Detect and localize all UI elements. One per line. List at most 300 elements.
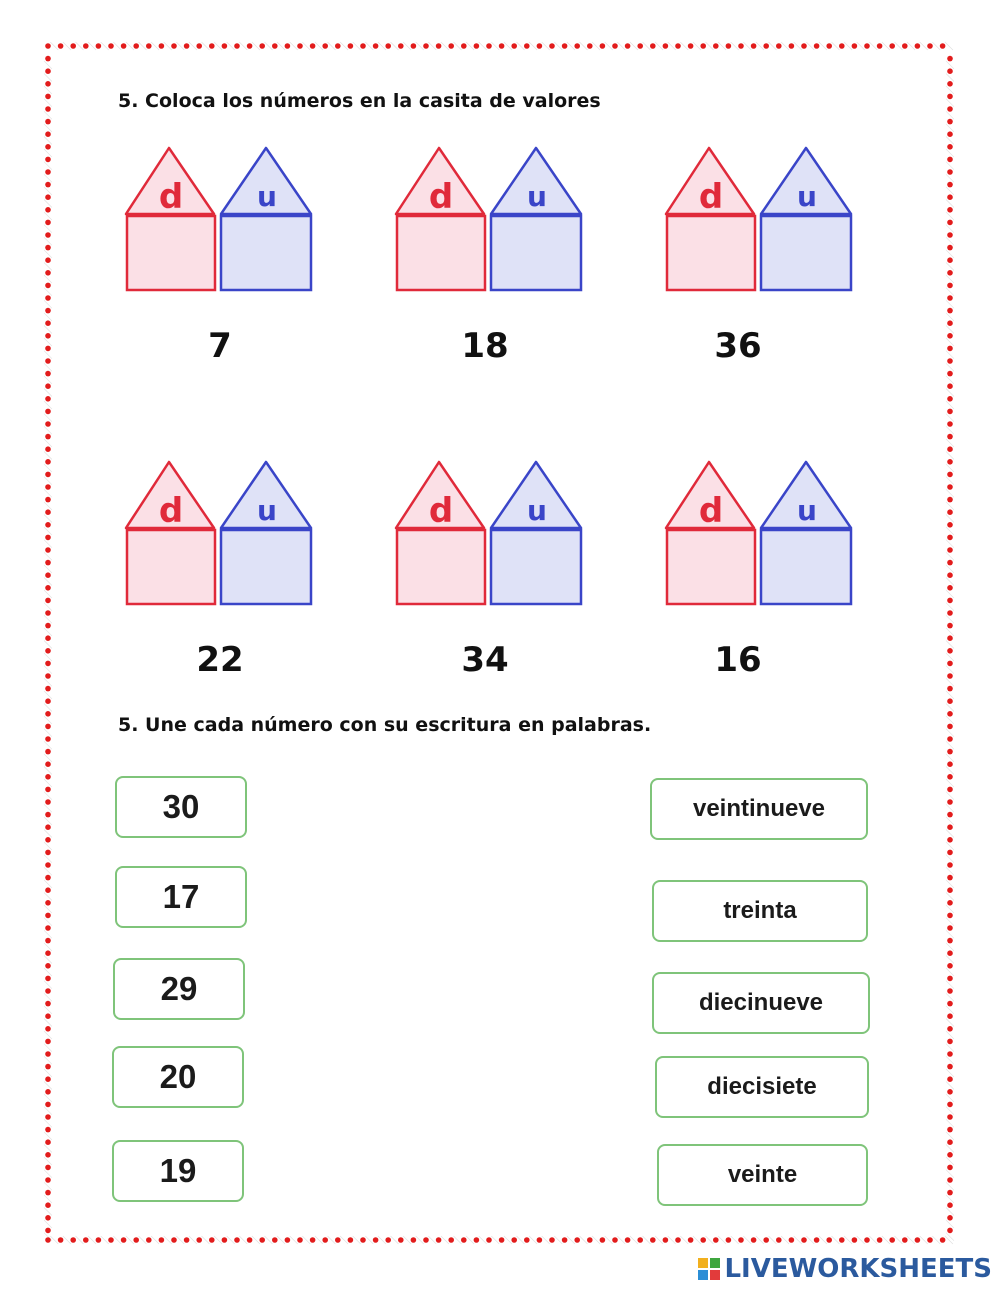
border-dot [499, 1237, 505, 1243]
border-dot [675, 43, 681, 49]
border-dot [947, 862, 953, 868]
border-dot [947, 295, 953, 301]
border-dot [947, 169, 953, 175]
border-hatch-line [441, 42, 449, 50]
border-dot [947, 1013, 953, 1019]
border-dot [45, 81, 51, 87]
border-hatch-line [781, 1236, 789, 1244]
border-hatch-line [252, 1236, 260, 1244]
border-dot [222, 43, 228, 49]
border-dot [947, 661, 953, 667]
border-hatch-line [655, 1236, 663, 1244]
border-dot [45, 295, 51, 301]
house-number-5: 34 [461, 640, 509, 680]
border-hatch-line [101, 42, 109, 50]
border-dot [398, 1237, 404, 1243]
border-dot [45, 56, 51, 62]
border-hatch-line [252, 42, 260, 50]
border-dot [947, 635, 953, 641]
border-dot [947, 358, 953, 364]
border-hatch-line [391, 42, 399, 50]
border-hatch-line [44, 1031, 52, 1039]
match-word-box[interactable]: diecisiete [655, 1056, 869, 1118]
liveworksheets-logo-mark-icon [698, 1258, 720, 1280]
border-dot [700, 43, 706, 49]
border-hatch-line [643, 42, 651, 50]
border-hatch-line [44, 376, 52, 384]
border-hatch-line [44, 653, 52, 661]
border-hatch-line [340, 42, 348, 50]
border-dot [45, 434, 51, 440]
border-hatch-line [946, 1044, 954, 1052]
border-dot [45, 623, 51, 629]
border-dot [285, 1237, 291, 1243]
border-hatch-line [945, 42, 953, 50]
border-dot [121, 43, 127, 49]
border-dot [663, 1237, 669, 1243]
border-dot [45, 1202, 51, 1208]
border-hatch-line [693, 1236, 701, 1244]
border-dot [360, 1237, 366, 1243]
border-dot [947, 976, 953, 982]
border-dot [864, 43, 870, 49]
border-dot [947, 711, 953, 717]
border-dot [947, 68, 953, 74]
border-hatch-line [44, 968, 52, 976]
border-hatch-line [44, 691, 52, 699]
border-dot [947, 572, 953, 578]
border-hatch-line [44, 1220, 52, 1228]
border-dot [159, 43, 165, 49]
border-dot [947, 900, 953, 906]
border-hatch-line [44, 326, 52, 334]
border-dot [612, 1237, 618, 1243]
border-hatch-line [214, 1236, 222, 1244]
match-number-box[interactable]: 30 [115, 776, 247, 838]
match-word-box[interactable]: veinte [657, 1144, 868, 1206]
border-hatch-line [946, 439, 954, 447]
border-hatch-line [946, 767, 954, 775]
border-dot [587, 1237, 593, 1243]
border-hatch-line [44, 439, 52, 447]
border-dot [45, 1228, 51, 1234]
border-hatch-line [491, 1236, 499, 1244]
border-hatch-line [946, 893, 954, 901]
border-dot [625, 1237, 631, 1243]
border-hatch-line [946, 124, 954, 132]
border-dot [45, 547, 51, 553]
house-number-4: 22 [196, 640, 244, 680]
border-dot [348, 1237, 354, 1243]
border-dot [45, 1089, 51, 1095]
border-hatch-line [44, 389, 52, 397]
border-dot [45, 1165, 51, 1171]
border-hatch-line [882, 1236, 890, 1244]
border-hatch-line [731, 42, 739, 50]
border-hatch-line [265, 1236, 273, 1244]
border-hatch-line [946, 842, 954, 850]
border-hatch-line [365, 42, 373, 50]
border-dot [947, 1177, 953, 1183]
border-hatch-line [176, 42, 184, 50]
border-hatch-line [946, 263, 954, 271]
border-hatch-line [857, 1236, 865, 1244]
border-dot [776, 43, 782, 49]
border-dot [839, 1237, 845, 1243]
border-hatch-line [946, 993, 954, 1001]
border-hatch-line [44, 817, 52, 825]
units-column-box [761, 216, 851, 290]
border-hatch-line [44, 1006, 52, 1014]
border-dot [549, 1237, 555, 1243]
border-dot [45, 1190, 51, 1196]
border-hatch-line [946, 225, 954, 233]
border-hatch-line [529, 42, 537, 50]
border-dot [45, 1237, 51, 1243]
border-hatch-line [44, 452, 52, 460]
match-word-box[interactable]: treinta [652, 880, 868, 942]
border-dot [947, 938, 953, 944]
border-dot [45, 1102, 51, 1108]
border-hatch-line [403, 1236, 411, 1244]
tens-label: d [698, 491, 724, 531]
border-dot [947, 547, 953, 553]
border-hatch-line [946, 187, 954, 195]
border-hatch-line [277, 42, 285, 50]
border-dot [45, 232, 51, 238]
border-dot [45, 824, 51, 830]
border-hatch-line [946, 401, 954, 409]
border-dot [45, 585, 51, 591]
border-dot [385, 1237, 391, 1243]
border-hatch-line [580, 1236, 588, 1244]
border-hatch-line [44, 225, 52, 233]
border-dot [947, 1202, 953, 1208]
border-dot [947, 182, 953, 188]
border-dot [310, 43, 316, 49]
border-hatch-line [946, 792, 954, 800]
border-hatch-line [428, 42, 436, 50]
border-dot [45, 484, 51, 490]
border-dot [133, 1237, 139, 1243]
border-dot [947, 774, 953, 780]
border-dot [947, 1089, 953, 1095]
border-dot [600, 43, 606, 49]
border-dot [801, 1237, 807, 1243]
border-hatch-line [441, 1236, 449, 1244]
border-dot [574, 1237, 580, 1243]
border-dot [448, 43, 454, 49]
border-hatch-line [580, 42, 588, 50]
border-dot [45, 1114, 51, 1120]
border-dot [947, 535, 953, 541]
border-dot [947, 837, 953, 843]
match-number-box[interactable]: 17 [115, 866, 247, 928]
border-hatch-line [832, 1236, 840, 1244]
border-dot [45, 686, 51, 692]
border-dot [247, 43, 253, 49]
border-hatch-line [946, 1119, 954, 1127]
border-dot [45, 182, 51, 188]
border-dot [947, 106, 953, 112]
border-dot [562, 1237, 568, 1243]
border-hatch-line [227, 1236, 235, 1244]
border-dot [45, 925, 51, 931]
border-hatch-line [946, 1006, 954, 1014]
border-hatch-line [946, 565, 954, 573]
border-dot [947, 1064, 953, 1070]
border-dot [58, 43, 64, 49]
units-column-box [491, 530, 581, 604]
border-dot [947, 434, 953, 440]
border-hatch-line [932, 1236, 940, 1244]
border-dot [947, 925, 953, 931]
border-dot [171, 1237, 177, 1243]
match-word-box[interactable]: diecinueve [652, 972, 870, 1034]
border-dot [423, 1237, 429, 1243]
border-hatch-line [44, 200, 52, 208]
border-hatch-line [946, 212, 954, 220]
border-hatch-line [44, 628, 52, 636]
border-dot [947, 1102, 953, 1108]
border-dot [285, 43, 291, 49]
border-dot [947, 761, 953, 767]
border-hatch-line [378, 42, 386, 50]
border-dot [45, 1013, 51, 1019]
border-hatch-line [164, 42, 172, 50]
border-hatch-line [946, 956, 954, 964]
border-hatch-line [416, 1236, 424, 1244]
border-hatch-line [946, 275, 954, 283]
border-dot [738, 1237, 744, 1243]
border-hatch-line [44, 313, 52, 321]
border-hatch-line [946, 1132, 954, 1140]
border-hatch-line [44, 729, 52, 737]
border-hatch-line [50, 42, 58, 50]
border-dot [947, 232, 953, 238]
border-hatch-line [946, 704, 954, 712]
border-hatch-line [63, 42, 71, 50]
border-hatch-line [895, 42, 903, 50]
border-hatch-line [946, 111, 954, 119]
border-dot [947, 56, 953, 62]
border-dot [322, 43, 328, 49]
border-dot [45, 94, 51, 100]
border-dot [947, 119, 953, 125]
border-dot [272, 43, 278, 49]
border-hatch-line [946, 880, 954, 888]
border-dot [947, 207, 953, 213]
border-hatch-line [567, 1236, 575, 1244]
border-hatch-line [44, 578, 52, 586]
border-dot [947, 1114, 953, 1120]
border-hatch-line [946, 1182, 954, 1190]
border-hatch-line [44, 477, 52, 485]
border-dot [947, 497, 953, 503]
border-dot [45, 220, 51, 226]
border-hatch-line [946, 691, 954, 699]
border-hatch-line [479, 1236, 487, 1244]
border-dot [45, 976, 51, 982]
units-label: u [527, 494, 547, 527]
border-hatch-line [794, 42, 802, 50]
border-hatch-line [592, 1236, 600, 1244]
place-value-house-3 [664, 146, 854, 296]
tens-label: d [428, 177, 454, 217]
border-hatch-line [479, 42, 487, 50]
border-dot [45, 346, 51, 352]
border-dot [45, 522, 51, 528]
border-dot [947, 1001, 953, 1007]
match-word-box[interactable]: veintinueve [650, 778, 868, 840]
border-dot [537, 1237, 543, 1243]
border-hatch-line [946, 527, 954, 535]
border-hatch-line [946, 716, 954, 724]
border-hatch-line [44, 149, 52, 157]
border-hatch-line [44, 804, 52, 812]
border-dot [902, 43, 908, 49]
border-dot [947, 409, 953, 415]
border-dot [947, 875, 953, 881]
match-number-box[interactable]: 29 [113, 958, 245, 1020]
border-dot [146, 1237, 152, 1243]
border-dot [947, 270, 953, 276]
border-dot [947, 648, 953, 654]
border-dot [814, 43, 820, 49]
place-value-house-2 [394, 146, 584, 296]
border-dot [108, 1237, 114, 1243]
border-hatch-line [542, 42, 550, 50]
border-hatch-line [491, 42, 499, 50]
border-dot [45, 950, 51, 956]
border-dot [947, 749, 953, 755]
border-hatch-line [819, 1236, 827, 1244]
border-hatch-line [189, 42, 197, 50]
border-hatch-line [315, 42, 323, 50]
border-hatch-line [946, 414, 954, 422]
border-dot [789, 43, 795, 49]
border-dot [688, 1237, 694, 1243]
border-dot [83, 1237, 89, 1243]
border-dot [612, 43, 618, 49]
border-dot [947, 1228, 953, 1234]
border-hatch-line [44, 1208, 52, 1216]
border-hatch-line [946, 1145, 954, 1153]
border-hatch-line [315, 1236, 323, 1244]
border-dot [171, 43, 177, 49]
border-hatch-line [44, 237, 52, 245]
border-dot [524, 43, 530, 49]
border-hatch-line [139, 42, 147, 50]
border-hatch-line [946, 61, 954, 69]
border-hatch-line [946, 288, 954, 296]
house-number-3: 36 [714, 326, 762, 366]
border-hatch-line [946, 981, 954, 989]
border-hatch-line [769, 1236, 777, 1244]
border-hatch-line [946, 489, 954, 497]
border-dot [947, 320, 953, 326]
border-hatch-line [946, 426, 954, 434]
border-hatch-line [44, 99, 52, 107]
border-hatch-line [202, 1236, 210, 1244]
border-hatch-line [44, 905, 52, 913]
border-hatch-line [365, 1236, 373, 1244]
border-hatch-line [946, 1233, 954, 1241]
border-hatch-line [743, 42, 751, 50]
border-dot [763, 1237, 769, 1243]
border-dot [947, 1127, 953, 1133]
border-hatch-line [946, 1069, 954, 1077]
border-dot [436, 1237, 442, 1243]
border-hatch-line [44, 174, 52, 182]
border-hatch-line [139, 1236, 147, 1244]
border-hatch-line [630, 42, 638, 50]
border-hatch-line [44, 1019, 52, 1027]
border-dot [562, 43, 568, 49]
border-dot [915, 43, 921, 49]
border-hatch-line [946, 540, 954, 548]
border-hatch-line [946, 804, 954, 812]
units-label: u [257, 494, 277, 527]
border-hatch-line [680, 1236, 688, 1244]
border-hatch-line [44, 615, 52, 623]
match-number-box[interactable]: 20 [112, 1046, 244, 1108]
border-dot [947, 598, 953, 604]
border-hatch-line [44, 590, 52, 598]
border-dot [947, 623, 953, 629]
border-hatch-line [302, 42, 310, 50]
border-dot [335, 1237, 341, 1243]
border-dot [45, 333, 51, 339]
border-dot [70, 1237, 76, 1243]
border-dot [650, 1237, 656, 1243]
border-hatch-line [946, 918, 954, 926]
border-dot [751, 1237, 757, 1243]
border-hatch-line [44, 426, 52, 434]
border-dot [852, 43, 858, 49]
place-value-house-4 [124, 460, 314, 610]
border-dot [947, 144, 953, 150]
border-dot [133, 43, 139, 49]
border-hatch-line [554, 42, 562, 50]
border-dot [947, 1039, 953, 1045]
border-hatch-line [44, 162, 52, 170]
match-number-box[interactable]: 19 [112, 1140, 244, 1202]
border-dot [196, 1237, 202, 1243]
section1-title: 5. Coloca los números en la casita de valores [118, 90, 601, 112]
border-hatch-line [554, 1236, 562, 1244]
border-dot [947, 1076, 953, 1082]
border-hatch-line [44, 111, 52, 119]
border-dot [511, 43, 517, 49]
border-hatch-line [946, 300, 954, 308]
border-dot [45, 169, 51, 175]
border-dot [45, 736, 51, 742]
border-hatch-line [920, 42, 928, 50]
units-label: u [527, 180, 547, 213]
border-dot [947, 686, 953, 692]
border-dot [45, 383, 51, 389]
border-dot [947, 724, 953, 730]
units-label: u [257, 180, 277, 213]
border-dot [45, 409, 51, 415]
border-hatch-line [517, 42, 525, 50]
border-hatch-line [44, 338, 52, 346]
border-hatch-line [44, 288, 52, 296]
border-hatch-line [88, 1236, 96, 1244]
border-hatch-line [44, 1132, 52, 1140]
border-hatch-line [946, 615, 954, 623]
